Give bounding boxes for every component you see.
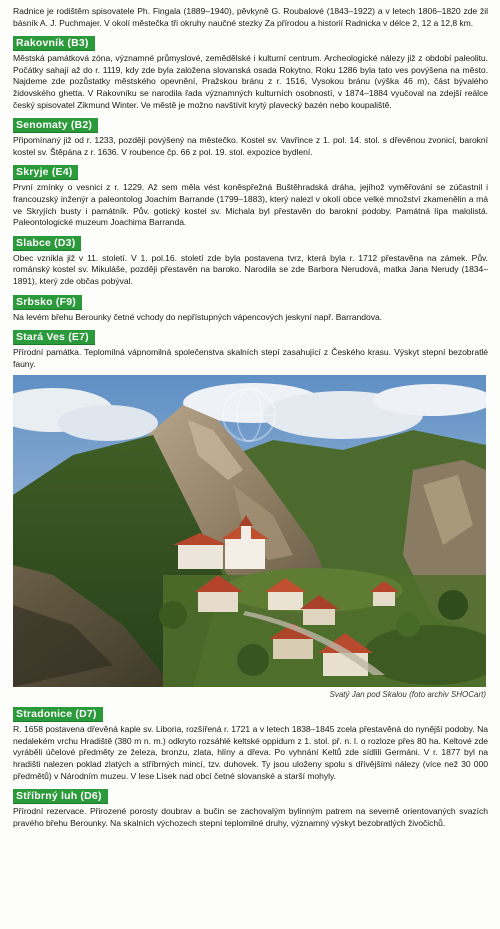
section-heading: Slabce (D3) [13, 236, 81, 251]
section-text: Obec vznikla již v 11. století. V 1. pol.16. století zde byla postavena tvrz, která byla r. 1712 přestavěna na zámek. Pův. románský kostel sv. Mikuláše, později přestavěn na baroko. Narodila se zde Barbora Nerudová, matka Jana Nerudy (1834–1891), který zde občas pobýval. [13, 252, 488, 286]
section-stribrny-luh [13, 786, 488, 829]
section-text: První zmínky o vesnici z r. 1229. Až sem měla vést koněspřežná Buštěhradská dráha, jejíhož vyměřování se zúčastnil i francouzský inženýr a paleontolog Joachim Barrande (1799–1883), který nalezl v okolí obce velké množství zkamenělin a má ve Skryjích busty i památník. Pův. gotický kostel sv. Michala byl přestavěn do barokní podoby. Památná lípa malolistá. Paleontologické muzeum Joachima Barranda. [13, 182, 488, 228]
section-text: Připomínaný již od r. 1233, později povýšený na městečko. Kostel sv. Vavřince z 1. pol. 14. stol. s dřevěnou zvonicí, barokní kostel sv. Štěpána z r. 1636. V roubence čp. 66 z pol. 19. stol. expozice bydlení. [13, 135, 488, 157]
section-heading: Stříbrný luh (D6) [13, 789, 108, 804]
section-text: Přírodní rezervace. Přirozené porosty doubrav a bučin se zachovalým bylinným patrem na severně orientovaných svazích pravého břehu Berounky. Na skalních výchozech stepní teplomilné druhy, významný výskyt bezobratlých živočichů. [13, 806, 488, 828]
section-senomaty [13, 115, 488, 158]
section-heading: Senomaty (B2) [13, 118, 98, 133]
section-text: R. 1658 postavena dřevěná kaple sv. Liboria, rozšířená r. 1721 a v letech 1838–1845 zcela přestavěná do nynější podoby. Na nedalekém vrchu Hradiště (380 m n. m.) odkryto rozsáhlé keltské oppidum z 1. stol. př. n. l. o rozloze přes 80 ha. Keltové zde vyráběli účelové předměty ze železa, bronzu, zlata, hlíny a dřeva. Po vyhnání Keltů zde sídlili Germáni. V r. 1877 byl na hradišti nalezen poklad zlatých a stříbrných mincí, tzv. duhovek. Ty jsou uloženy spolu s dřívějšími nálezy (více než 30 000 předmětů) v Národním muzeu. V lese Lísek nad obcí četné slovanské a starší mohyly. [13, 724, 488, 781]
section-slabce [13, 233, 488, 288]
section-text: Na levém břehu Berounky četné vchody do nepřístupných vápencových jeskyní např. Barrandova. [13, 311, 383, 322]
section-skryje [13, 162, 488, 228]
section-heading: Srbsko (F9) [13, 295, 82, 310]
landscape-photo [13, 375, 486, 687]
section-heading: Stradonice (D7) [13, 707, 103, 722]
section-srbsko [13, 292, 488, 324]
section-heading: Skryje (E4) [13, 165, 78, 180]
intro-paragraph: Radnice je rodištěm spisovatele Ph. Fingala (1889–1940), pěvkyně G. Roubalové (1843–1922) a v letech 1806–1820 zde žil básník A. J. Puchmajer. V okolí městečka tři okruhy naučné stezky Za přírodou a historií Radnicka v délce 2, 12 a 12,8 km. [13, 6, 488, 28]
section-stradonice [13, 704, 488, 782]
section-stara-ves [13, 327, 488, 370]
section-heading: Rakovník (B3) [13, 36, 95, 51]
section-text: Městská památková zóna, významné průmyslové, zemědělské i kulturní centrum. Archeologické nálezy již z období paleolitu. Počátky sahají až do r. 1119, kdy zde byla založena slovanská osada Rokytno. Roku 1286 byla tato ves povýšena na město. Najdeme zde pozůstatky městského opevnění, Pražskou bránu z r. 1516, Vysokou bránu (výška 46 m), část bývalého židovského ghetta. V Rakovníku se narodila řada významných kulturních osobností, v 1874–1884 vyučoval na zdejší reálce český spisovatel Zikmund Winter. Ve městě je možno navštívit krytý plavecký bazén nebo koupaliště. [13, 53, 488, 110]
section-rakovnik [13, 33, 488, 111]
section-heading: Stará Ves (E7) [13, 330, 95, 345]
section-text: Přírodní památka. Teplomilná vápnomilná společenstva skalních stepí zasahující z Českého krasu. Výskyt stepní bezobratlé fauny. [13, 347, 488, 369]
photo-caption: Svatý Jan pod Skalou (foto archiv SHOCart) [329, 690, 486, 700]
